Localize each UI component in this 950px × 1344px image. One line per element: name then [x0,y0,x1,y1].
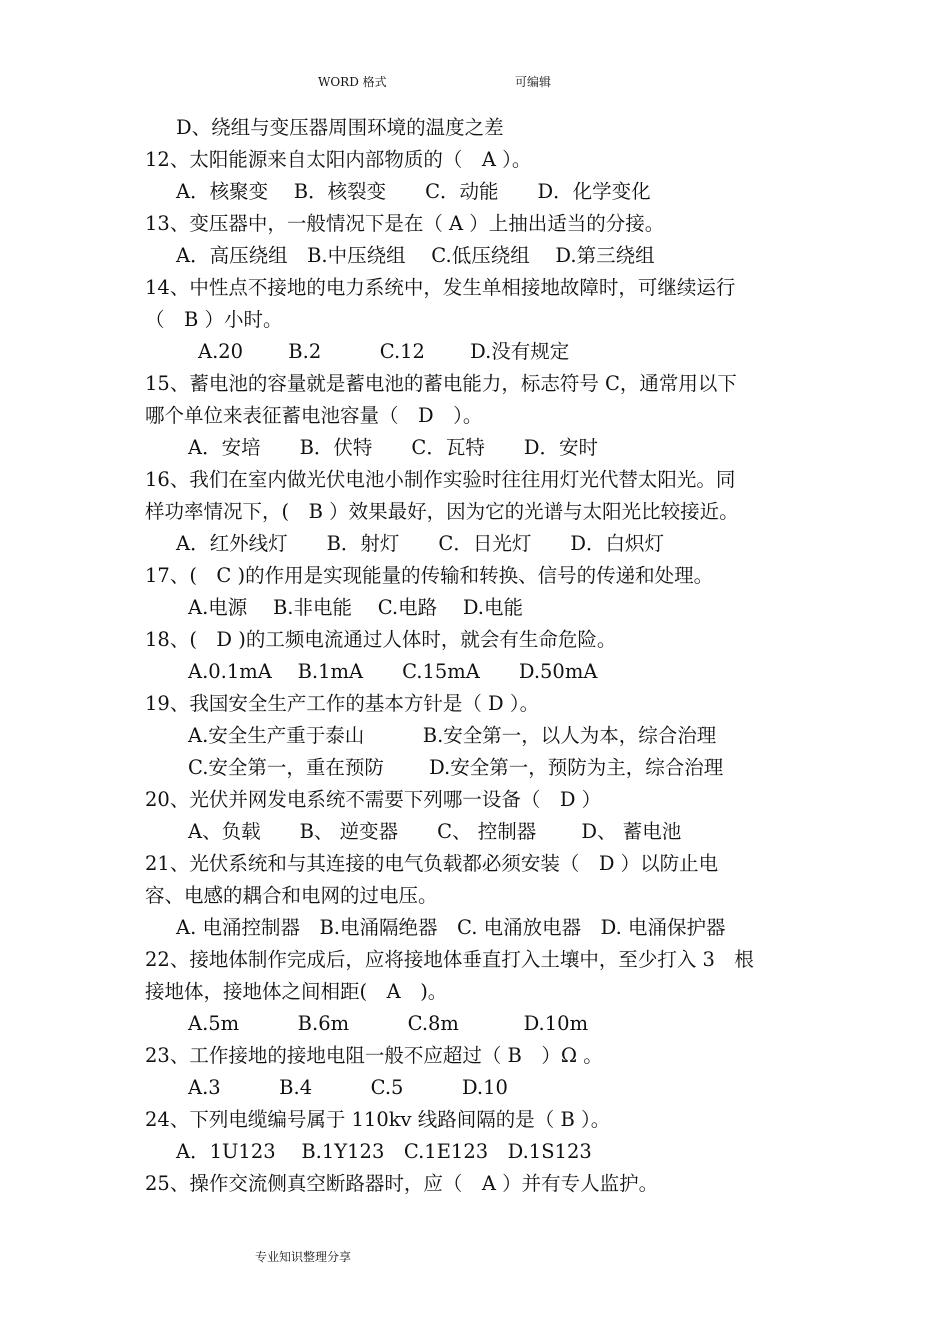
options-23: A.3 B.4 C.5 D.10 [188,1076,508,1099]
options-14: A.20 B.2 C.12 D.没有规定 [198,340,570,363]
question-22: 22、接地体制作完成后，应将接地体垂直打入土壤中，至少打入 3 根 [145,948,754,971]
options-21: A. 电涌控制器 B.电涌隔绝器 C. 电涌放电器 D. 电涌保护器 [176,916,726,939]
options-17: A.电源 B.非电能 C.电路 D.电能 [188,596,523,619]
question-15: 15、蓄电池的容量就是蓄电池的蓄电能力，标志符号 C，通常用以下 [145,372,737,395]
options-13: A．高压绕组 B.中压绕组 C.低压绕组 D.第三绕组 [176,244,655,267]
question-21-cont: 容、电感的耦合和电网的过电压。 [145,884,438,907]
question-14-cont: （ B ）小时。 [145,308,283,331]
question-24: 24、下列电缆编号属于 110kv 线路间隔的是（ B ）。 [145,1108,611,1131]
question-25: 25、操作交流侧真空断路器时，应（ A ）并有专人监护。 [145,1172,659,1195]
text-line: D、绕组与变压器周围环境的温度之差 [176,116,504,139]
options-15: A．安培 B．伏特 C．瓦特 D．安时 [188,436,598,459]
question-20: 20、光伏并网发电系统不需要下列哪一设备（ D ） [145,788,602,811]
question-16: 16、我们在室内做光伏电池小制作实验时往往用灯光代替太阳光。同 [145,468,736,491]
options-16: A．红外线灯 B．射灯 C．日光灯 D．白炽灯 [176,532,664,555]
question-16-cont: 样功率情况下，( B ）效果最好，因为它的光谱与太阳光比较接近。 [145,500,739,523]
question-18: 18、( D )的工频电流通过人体时，就会有生命危险。 [145,628,617,651]
question-21: 21、光伏系统和与其连接的电气负载都必须安装（ D ）以防止电 [145,852,719,875]
question-14: 14、中性点不接地的电力系统中，发生单相接地故障时，可继续运行 [145,276,736,299]
question-13: 13、变压器中，一般情况下是在（ A ）上抽出适当的分接。 [145,212,665,235]
question-15-cont: 哪个单位来表征蓄电池容量（ D ）。 [145,404,483,427]
options-20: A、负载 B、 逆变器 C、 控制器 D、 蓄电池 [188,820,682,843]
options-12: A．核聚变 B．核裂变 C．动能 D．化学变化 [176,180,651,203]
options-19-cd: C.安全第一，重在预防 D.安全第一，预防为主，综合治理 [188,756,724,779]
footer-text: 专业知识整理分享 [255,1250,352,1264]
header-right: 可编辑 [515,75,552,89]
options-18: A.0.1mA B.1mA C.15mA D.50mA [188,660,598,683]
question-23: 23、工作接地的接地电阻一般不应超过（ B ）Ω 。 [145,1044,603,1067]
question-12: 12、太阳能源来自太阳内部物质的（ A ）。 [145,148,532,171]
question-17: 17、( C )的作用是实现能量的传输和转换、信号的传递和处理。 [145,564,714,587]
options-19-ab: A.安全生产重于泰山 B.安全第一，以人为本，综合治理 [188,724,717,747]
header-left: WORD 格式 [318,75,387,89]
question-19: 19、我国安全生产工作的基本方针是（ D ）。 [145,692,540,715]
question-22-cont: 接地体，接地体之间相距( A )。 [145,980,448,1003]
options-24: A．1U123 B.1Y123 C.1E123 D.1S123 [176,1140,592,1163]
options-22: A.5m B.6m C.8m D.10m [188,1012,589,1035]
